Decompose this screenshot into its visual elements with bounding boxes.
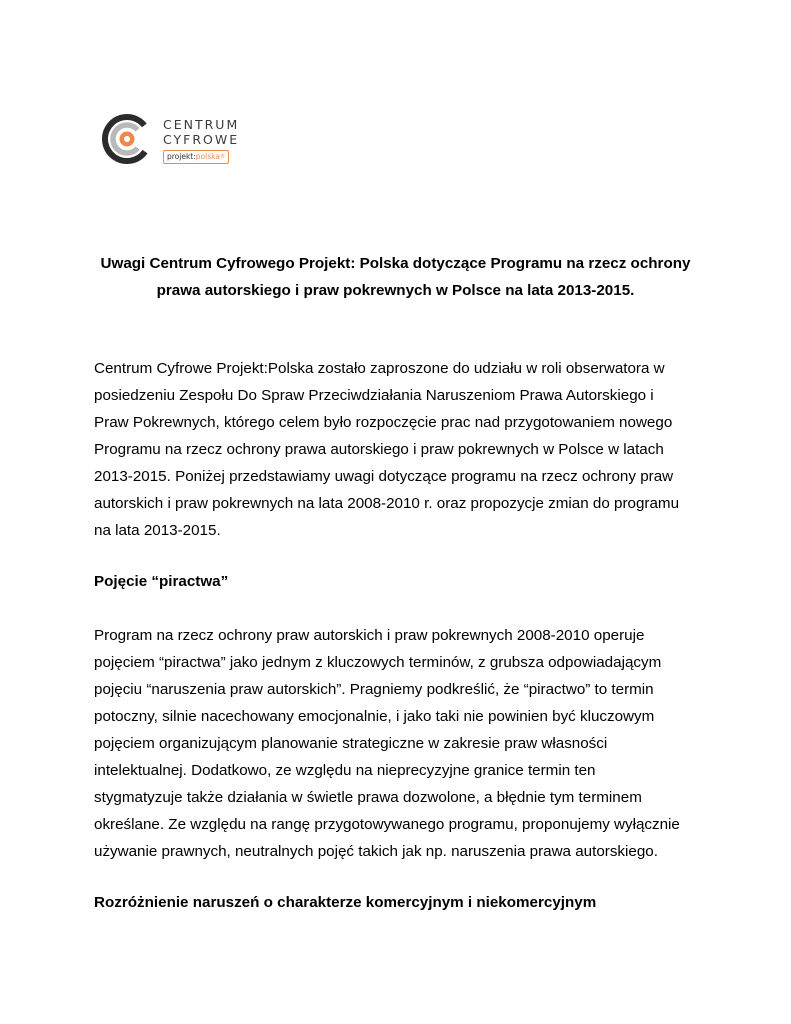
projekt-polska-badge — [163, 150, 229, 164]
intro-line: autorskich i praw pokrewnych na lata 2008-2010 r. oraz propozycje zmian do programu — [94, 495, 680, 512]
badge-registered-mark: ® — [219, 154, 225, 160]
intro-line: na lata 2013-2015. — [94, 522, 221, 539]
logo-rings-icon — [100, 112, 154, 166]
paragraph-line: stygmatyzuje także działania w świetle prawa dozwolone, a błędnie tym terminem — [94, 789, 642, 806]
paragraph-line: określane. Ze względu na rangę przygotowywanego programu, proponujemy wyłącznie — [94, 816, 680, 833]
intro-line: Praw Pokrewnych, którego celem było rozpoczęcie prac nad przygotowaniem nowego — [94, 414, 673, 431]
logo-wordmark — [163, 117, 239, 147]
section-heading-naruszenia: Rozróżnienie naruszeń o charakterze komercyjnym i niekomercyjnym — [94, 894, 597, 911]
piractwo-paragraph — [94, 622, 704, 865]
paragraph-line: używanie prawnych, neutralnych pojęć takich jak np. naruszenia prawa autorskiego. — [94, 843, 658, 860]
logo-name-line1: CENTRUM — [163, 117, 240, 132]
centrum-cyfrowe-logo — [100, 112, 250, 170]
paragraph-line: pojęciu “naruszenia praw autorskich”. Pragniemy podkreślić, że “piractwo” to termin — [94, 681, 654, 698]
title-line-2: prawa autorskiego i praw pokrewnych w Polsce na lata 2013-2015. — [156, 282, 635, 299]
badge-text-projekt: projekt: — [167, 152, 196, 161]
paragraph-line: pojęciem “piractwa” jako jednym z kluczowych terminów, z grubsza odpowiadającym — [94, 654, 662, 671]
intro-paragraph — [94, 355, 704, 544]
logo-name-line2: CYFROWE — [163, 132, 240, 147]
badge-text-polska: polska — [195, 152, 220, 161]
title-line-1: Uwagi Centrum Cyfrowego Projekt: Polska dotyczące Programu na rzecz ochrony — [100, 255, 691, 272]
paragraph-line: pojęciem organizującym planowanie strategiczne w zakresie praw własności — [94, 735, 608, 752]
intro-line: 2013-2015. Poniżej przedstawiamy uwagi dotyczące programu na rzecz ochrony praw — [94, 468, 674, 485]
section-heading-piractwo: Pojęcie “piractwa” — [94, 573, 229, 590]
paragraph-line: intelektualnej. Dodatkowo, ze względu na nieprecyzyjne granice termin ten — [94, 762, 596, 779]
intro-line: Programu na rzecz ochrony prawa autorskiego i praw pokrewnych w Polsce w latach — [94, 441, 664, 458]
paragraph-line: potoczny, silnie nacechowany emocjonalnie, i jako taki nie powinien być kluczowym — [94, 708, 655, 725]
intro-line: posiedzeniu Zespołu Do Spraw Przeciwdziałania Naruszeniom Prawa Autorskiego i — [94, 387, 654, 404]
paragraph-line: Program na rzecz ochrony praw autorskich i praw pokrewnych 2008-2010 operuje — [94, 627, 645, 644]
document-title — [94, 250, 697, 304]
intro-line: Centrum Cyfrowe Projekt:Polska zostało zaproszone do udziału w roli obserwatora w — [94, 360, 665, 377]
